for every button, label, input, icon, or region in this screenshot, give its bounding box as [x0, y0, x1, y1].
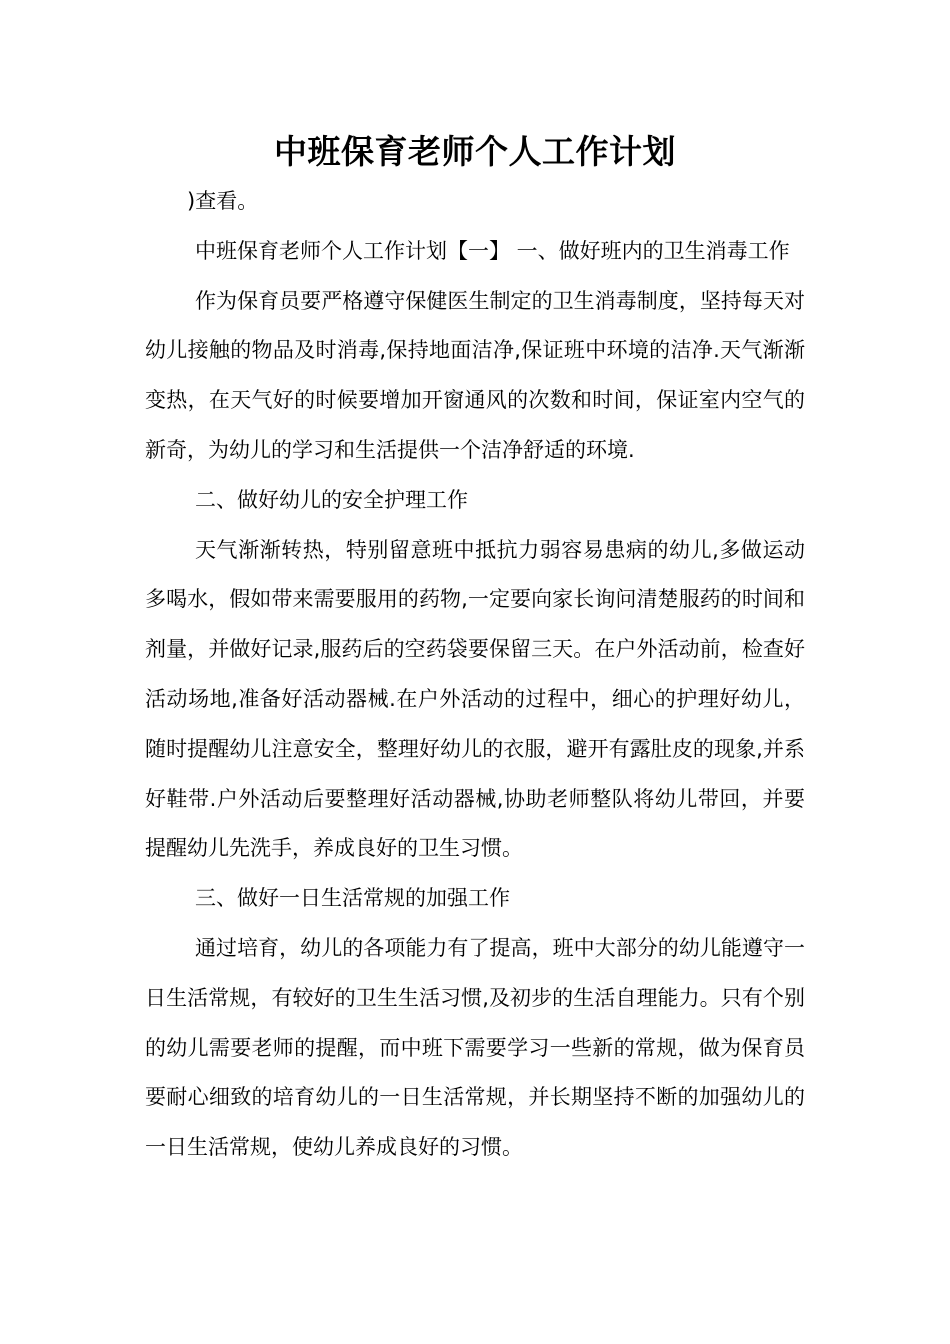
paragraph-section-2-body: 天气渐渐转热，特别留意班中抵抗力弱容易患病的幼儿,多做运动多喝水，假如带来需要服用的药物,一定要向家长询问清楚服药的时间和剂量，并做好记录,服药后的空药袋要保留三天。在户外活动前，检查好活动场地,准备好活动器械.在户外活动的过程中，细心的护理好幼儿，随时提醒幼儿注意安全，整理好幼儿的衣服，避开有露肚皮的现象,并系好鞋带.户外活动后要整理好活动器械,协助老师整队将幼儿带回，并要提醒幼儿先洗手，养成良好的卫生习惯。 — [145, 537, 805, 861]
paragraph-section-3-body: 通过培育，幼儿的各项能力有了提高，班中大部分的幼儿能遵守一日生活常规，有较好的卫生生活习惯,及初步的生活自理能力。只有个别的幼儿需要老师的提醒，而中班下需要学习一些新的常规，做为保育员要耐心细致的培育幼儿的一日生活常规，并长期坚持不断的加强幼儿的一日生活常规，使幼儿养成良好的习惯。 — [145, 935, 805, 1160]
paragraph-intro: )查看。 — [187, 189, 259, 213]
document-body — [145, 177, 805, 1173]
paragraph-section-1-body: 作为保育员要严格遵守保健医生制定的卫生消毒制度，坚持每天对幼儿接触的物品及时消毒,保持地面洁净,保证班中环境的洁净.天气渐渐变热，在天气好的时候要增加开窗通风的次数和时间，保证室内空气的新奇，为幼儿的学习和生活提供一个洁净舒适的环境. — [145, 288, 805, 462]
paragraph-section-1-heading: 中班保育老师个人工作计划【一】 一、做好班内的卫生消毒工作 — [195, 238, 790, 263]
document-title: 中班保育老师个人工作计划 — [274, 132, 676, 171]
paragraph-section-2-heading: 二、做好幼儿的安全护理工作 — [195, 487, 468, 512]
paragraph-section-3-heading: 三、做好一日生活常规的加强工作 — [195, 886, 510, 911]
